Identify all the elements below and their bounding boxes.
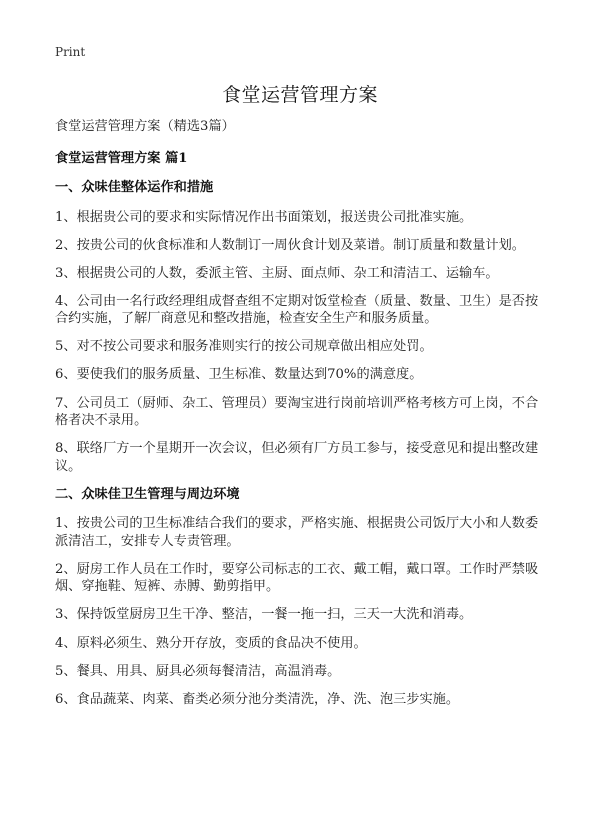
list-item: 1、根据贵公司的要求和实际情况作出书面策划，报送贵公司批准实施。 <box>55 209 473 225</box>
list-item: 1、按贵公司的卫生标准结合我们的要求，严格实施、根据贵公司饭厅大小和人数委派清洁工，安排专人专责管理。 <box>55 516 539 549</box>
list-item: 2、按贵公司的伙食标准和人数制订一周伙食计划及菜谱。制订质量和数量计划。 <box>55 237 525 253</box>
list-item: 2、厨房工作人员在工作时，要穿公司标志的工衣、戴工帽，戴口罩。工作时严禁吸烟、穿拖鞋、短裤、赤膊、勤剪指甲。 <box>55 561 539 595</box>
list-item: 3、保持饭堂厨房卫生干净、整洁，一餐一拖一扫，三天一大洗和消毒。 <box>55 607 473 623</box>
list-item: 4、公司由一名行政经理组成督查组不定期对饭堂检查（质量、数量、卫生）是否按合约实施，了解厂商意见和整改措施，检查安全生产和服务质量。 <box>55 293 539 327</box>
list-item: 5、餐具、用具、厨具必须每餐清洁，高温消毒。 <box>55 663 341 679</box>
document-title: 食堂运营管理方案 <box>221 84 378 106</box>
list-item: 3、根据贵公司的人数，委派主管、主厨、面点师、杂工和清洁工、运输车。 <box>55 265 499 281</box>
list-item: 4、原料必须生、熟分开存放，变质的食品决不使用。 <box>55 635 367 651</box>
section-heading-1: 一、众味佳整体运作和措施 <box>55 180 214 195</box>
list-item: 8、联络厂方一个星期开一次会议，但必须有厂方员工参与，接受意见和提出整改建议。 <box>55 441 539 474</box>
document-subtitle: 食堂运营管理方案（精选3篇） <box>55 119 235 134</box>
list-item: 6、食品蔬菜、肉菜、畜类必须分池分类清洗，净、洗、泡三步实施。 <box>55 691 460 707</box>
section-heading-2: 二、众味佳卫生管理与周边环境 <box>55 486 240 502</box>
print-link[interactable]: Print <box>55 45 86 59</box>
article-heading: 食堂运营管理方案 篇1 <box>55 150 188 166</box>
list-item: 7、公司员工（厨师、杂工、管理员）要淘宝进行岗前培训严格考核方可上岗，不合格者决不录用。 <box>55 395 539 429</box>
document-body <box>55 118 547 719</box>
list-item: 6、要使我们的服务质量、卫生标准、数量达到70%的满意度。 <box>55 367 423 383</box>
list-item: 5、对不按公司要求和服务准则实行的按公司规章做出相应处罚。 <box>55 339 433 355</box>
